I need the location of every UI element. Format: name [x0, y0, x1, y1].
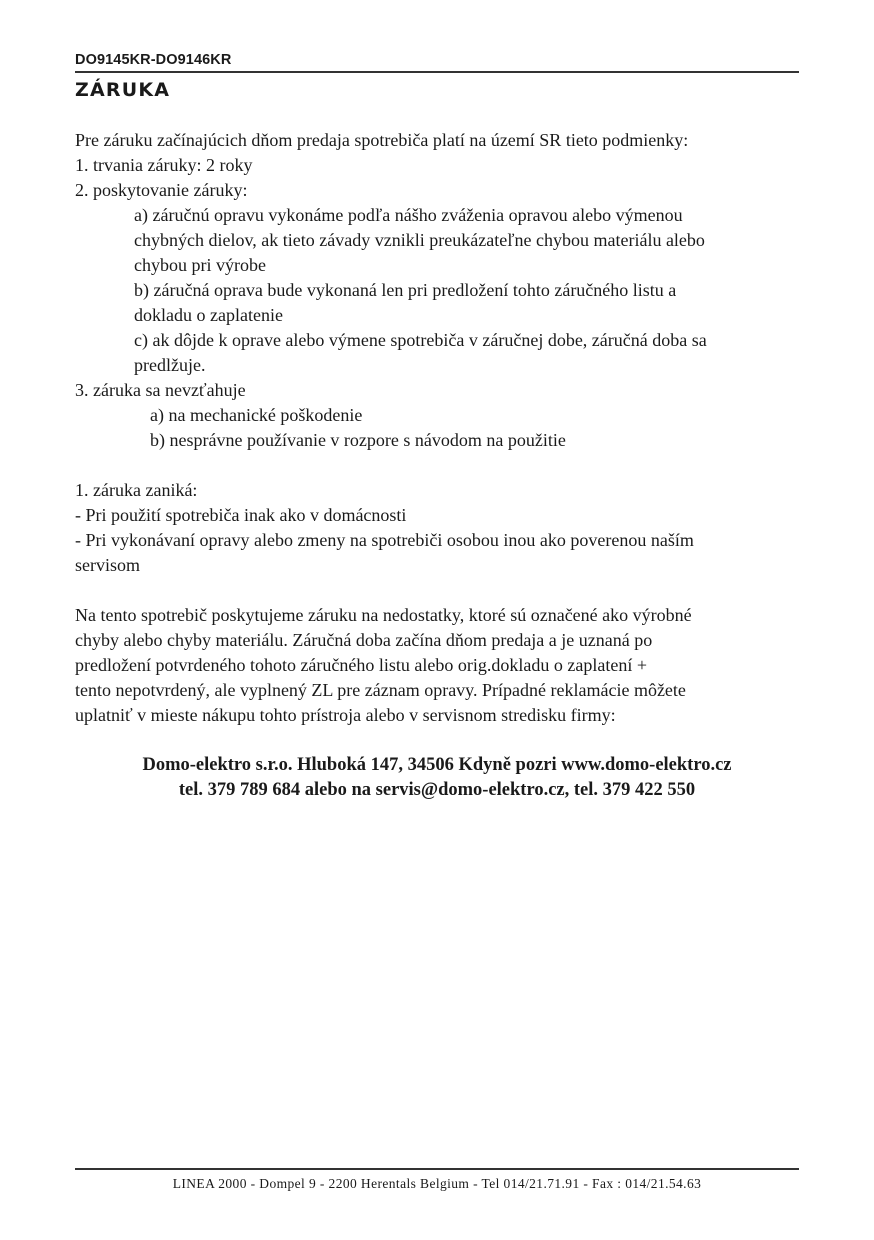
- expiry-item: - Pri vykonávaní opravy alebo zmeny na spotrebiči osobou inou ako poverenou naším: [75, 530, 694, 550]
- page-title: ZÁRUKA: [75, 79, 171, 101]
- expiry-heading: 1. záruka zaniká:: [75, 480, 198, 500]
- paragraph-line: chyby alebo chyby materiálu. Záručná doba začína dňom predaja a je uznaná po: [75, 630, 653, 650]
- spacer: [75, 453, 805, 478]
- model-number: DO9145KR-DO9146KR: [75, 52, 232, 68]
- paragraph-line: Na tento spotrebič poskytujeme záruku na nedostatky, ktoré sú označené ako výrobné: [75, 605, 692, 625]
- spacer: [75, 578, 805, 603]
- provision-b-line: b) záručná oprava bude vykonaná len pri predložení tohto záručného listu a: [134, 280, 677, 300]
- contact-address: Domo-elektro s.r.o. Hluboká 147, 34506 Kdyně pozri www.domo-elektro.cz: [142, 755, 732, 775]
- expiry-item: - Pri použití spotrebiča inak ako v domácnosti: [75, 505, 407, 525]
- provision-c-line: c) ak dôjde k oprave alebo výmene spotrebiča v záručnej dobe, záručná doba sa: [134, 330, 707, 350]
- footer-address: LINEA 2000 - Dompel 9 - 2200 Herentals Belgium - Tel 014/21.71.91 - Fax : 014/21.54.63: [172, 1176, 702, 1191]
- provision-a-line: chybných dielov, ak tieto závady vznikli preukázateľne chybou materiálu alebo: [134, 230, 705, 250]
- paragraph-line: uplatniť v mieste nákupu tohto prístroja alebo v servisnom stredisku firmy:: [75, 705, 616, 725]
- exclusions-heading: 3. záruka sa nevzťahuje: [75, 380, 246, 400]
- paragraph-line: tento nepotvrdený, ale vyplnený ZL pre záznam opravy. Prípadné reklamácie môžete: [75, 680, 686, 700]
- provision-a-line: a) záručnú opravu vykonáme podľa nášho zváženia opravou alebo výmenou: [134, 205, 683, 225]
- footer-divider: [75, 1168, 799, 1170]
- provision-b-line: dokladu o zaplatenie: [134, 305, 283, 325]
- warranty-duration: 1. trvania záruky: 2 roky: [75, 155, 253, 175]
- expiry-item: servisom: [75, 555, 140, 575]
- header-divider: [75, 71, 799, 73]
- paragraph-line: predložení potvrdeného tohoto záručného listu alebo orig.dokladu o zaplatení +: [75, 655, 647, 675]
- contact-phone-email: tel. 379 789 684 alebo na servis@domo-elektro.cz, tel. 379 422 550: [178, 780, 696, 800]
- exclusion-item: b) nesprávne používanie v rozpore s návodom na použitie: [150, 430, 566, 450]
- warranty-body: [75, 128, 805, 728]
- intro-line: Pre záruku začínajúcich dňom predaja spotrebiča platí na území SR tieto podmienky:: [75, 130, 689, 150]
- provision-c-line: predlžuje.: [134, 355, 206, 375]
- warranty-provision-heading: 2. poskytovanie záruky:: [75, 180, 248, 200]
- provision-a-line: chybou pri výrobe: [134, 255, 266, 275]
- exclusion-item: a) na mechanické poškodenie: [150, 405, 363, 425]
- service-contact: [75, 753, 799, 803]
